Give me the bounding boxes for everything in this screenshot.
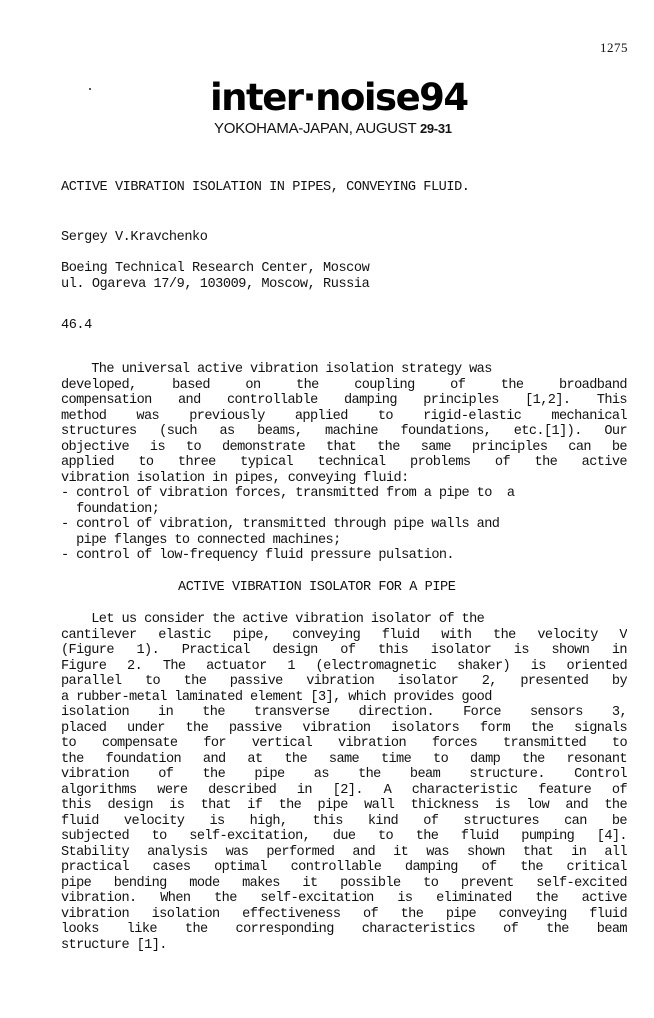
paper-author: Sergey V.Kravchenko <box>61 230 208 245</box>
intro-line: structures (such as beams, machine foundations, etc.[1]). Our <box>61 424 627 439</box>
paper-title: ACTIVE VIBRATION ISOLATION IN PIPES, CONVEYING FLUID. <box>61 180 470 195</box>
body-line: (Figure 1). Practical design of this isolator is shown in <box>61 643 627 658</box>
list-item: - control of vibration forces, transmitted from a pipe to a <box>61 486 515 501</box>
body-line: fluid velocity is high, this kind of structures can be <box>61 813 627 829</box>
body-line: cantilever elastic pipe, conveying fluid with the velocity V <box>61 627 627 643</box>
body-line: isolation in the transverse direction. Force sensors 3, <box>61 705 627 720</box>
intro-line: compensation and controllable damping principles [1,2]. This <box>61 393 627 408</box>
body-line: subjected to self-excitation, due to the fluid pumping [4]. <box>61 829 627 844</box>
body-line: placed under the passive vibration isolators form the signals <box>61 720 627 736</box>
intro-line: method was previously applied to rigid-elastic mechanical <box>61 408 627 424</box>
body-line: Stability analysis was performed and it was shown that in all <box>61 844 627 860</box>
affiliation-line-1: Boeing Technical Research Center, Moscow <box>61 261 370 276</box>
list-item: - control of vibration, transmitted through pipe walls and <box>61 517 500 532</box>
intro-line: The universal active vibration isolation strategy was <box>61 362 492 377</box>
body-line: Figure 2. The actuator 1 (electromagnetic shaker) is oriented <box>61 658 627 674</box>
scan-dot <box>89 88 91 90</box>
conference-subtitle <box>214 120 514 137</box>
affiliation-line-2: ul. Ogareva 17/9, 103009, Moscow, Russia <box>61 277 370 292</box>
conference-dates: 29-31 <box>419 121 452 136</box>
intro-line: developed, based on the coupling of the broadband <box>61 377 627 393</box>
page-number: 1275 <box>600 40 628 55</box>
intro-paragraph <box>61 362 627 564</box>
list-item-continuation: pipe flanges to connected machines; <box>61 532 341 548</box>
list-item: - control of low-frequency fluid pressure pulsation. <box>61 548 454 563</box>
intro-line: applied to three typical technical problems of the active <box>61 455 627 470</box>
body-line: to compensate for vertical vibration forces transmitted to <box>61 736 627 751</box>
body-line: algorithms were described in [2]. A characteristic feature of <box>61 782 627 798</box>
body-line: vibration isolation effectiveness of the pipe conveying fluid <box>61 906 627 922</box>
body-line: structure [1]. <box>61 937 167 953</box>
body-line: vibration. When the self-excitation is eliminated the active <box>61 891 627 906</box>
body-line: practical cases optimal controllable damping of the critical <box>61 860 627 875</box>
conference-logo: inter·noise94 <box>210 76 468 119</box>
section-paragraph <box>61 612 627 953</box>
conference-location: YOKOHAMA-JAPAN, AUGUST <box>214 120 417 137</box>
body-line: vibration of the pipe as the beam structure. Control <box>61 767 627 782</box>
body-line: pipe bending mode makes it possible to prevent self-excited <box>61 875 627 891</box>
body-line: the foundation and at the same time to damp the resonant <box>61 751 627 767</box>
intro-line: objective is to demonstrate that the same principles can be <box>61 439 627 455</box>
body-line: Let us consider the active vibration isolator of the <box>61 612 485 627</box>
list-item-continuation: foundation; <box>61 501 160 517</box>
body-line: this design is that if the pipe wall thickness is low and the <box>61 798 627 813</box>
section-heading: ACTIVE VIBRATION ISOLATOR FOR A PIPE <box>178 580 456 595</box>
body-line: parallel to the passive vibration isolator 2, presented by <box>61 674 627 689</box>
body-line: a rubber-metal laminated element [3], which provides good <box>61 689 492 705</box>
body-line: looks like the corresponding characteristics of the beam <box>61 922 627 937</box>
intro-line: vibration isolation in pipes, conveying fluid: <box>61 470 409 486</box>
paper-number: 46.4 <box>61 318 92 333</box>
